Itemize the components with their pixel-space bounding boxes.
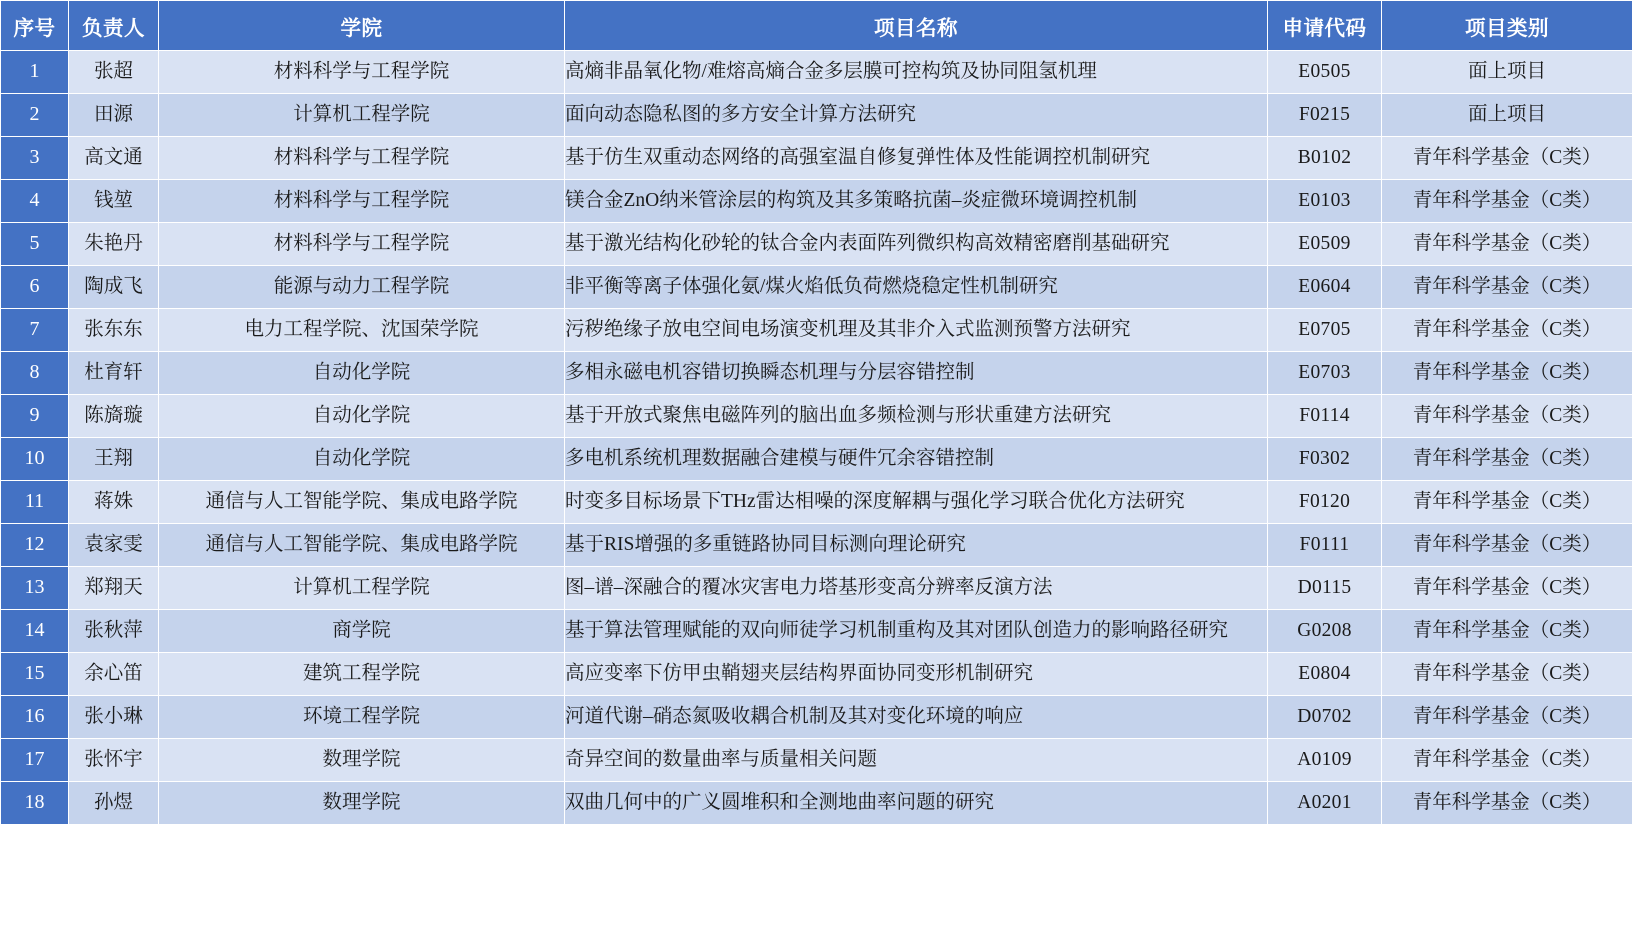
cell-category: 青年科学基金（C类） [1382, 567, 1632, 610]
table-row [1, 137, 1632, 180]
cell-title: 高熵非晶氧化物/难熔高熵合金多层膜可控构筑及协同阻氢机理 [565, 51, 1268, 94]
cell-code: E0505 [1268, 51, 1382, 94]
cell-seq: 8 [1, 352, 69, 395]
cell-pi: 高文通 [69, 137, 159, 180]
cell-pi: 郑翔天 [69, 567, 159, 610]
cell-pi: 孙煜 [69, 782, 159, 825]
cell-college: 电力工程学院、沈国荣学院 [159, 309, 565, 352]
cell-pi: 陶成飞 [69, 266, 159, 309]
cell-category: 青年科学基金（C类） [1382, 223, 1632, 266]
cell-title: 双曲几何中的广义圆堆积和全测地曲率问题的研究 [565, 782, 1268, 825]
table-row [1, 782, 1632, 825]
cell-category: 青年科学基金（C类） [1382, 653, 1632, 696]
cell-pi: 袁家雯 [69, 524, 159, 567]
cell-seq: 15 [1, 653, 69, 696]
cell-college: 数理学院 [159, 739, 565, 782]
cell-title: 基于开放式聚焦电磁阵列的脑出血多频检测与形状重建方法研究 [565, 395, 1268, 438]
column-header-college: 学院 [159, 1, 565, 51]
cell-category: 面上项目 [1382, 51, 1632, 94]
cell-title: 污秽绝缘子放电空间电场演变机理及其非介入式监测预警方法研究 [565, 309, 1268, 352]
table-row [1, 567, 1632, 610]
cell-title: 时变多目标场景下THz雷达相噪的深度解耦与强化学习联合优化方法研究 [565, 481, 1268, 524]
cell-seq: 2 [1, 94, 69, 137]
table-header [1, 1, 1632, 51]
cell-pi: 钱堃 [69, 180, 159, 223]
cell-college: 商学院 [159, 610, 565, 653]
cell-seq: 1 [1, 51, 69, 94]
table-row [1, 309, 1632, 352]
cell-code: A0201 [1268, 782, 1382, 825]
column-header-category: 项目类别 [1382, 1, 1632, 51]
table-row [1, 223, 1632, 266]
cell-college: 材料科学与工程学院 [159, 223, 565, 266]
cell-title: 非平衡等离子体强化氨/煤火焰低负荷燃烧稳定性机制研究 [565, 266, 1268, 309]
cell-college: 材料科学与工程学院 [159, 180, 565, 223]
cell-seq: 11 [1, 481, 69, 524]
column-header-seq: 序号 [1, 1, 69, 51]
cell-code: E0604 [1268, 266, 1382, 309]
cell-college: 计算机工程学院 [159, 567, 565, 610]
cell-title: 基于算法管理赋能的双向师徒学习机制重构及其对团队创造力的影响路径研究 [565, 610, 1268, 653]
cell-seq: 17 [1, 739, 69, 782]
cell-code: F0302 [1268, 438, 1382, 481]
cell-category: 青年科学基金（C类） [1382, 309, 1632, 352]
cell-title: 多电机系统机理数据融合建模与硬件冗余容错控制 [565, 438, 1268, 481]
cell-seq: 10 [1, 438, 69, 481]
cell-code: E0703 [1268, 352, 1382, 395]
cell-seq: 4 [1, 180, 69, 223]
cell-pi: 陈旖璇 [69, 395, 159, 438]
cell-title: 奇异空间的数量曲率与质量相关问题 [565, 739, 1268, 782]
column-header-title: 项目名称 [565, 1, 1268, 51]
table-row [1, 94, 1632, 137]
cell-pi: 张秋萍 [69, 610, 159, 653]
cell-category: 青年科学基金（C类） [1382, 696, 1632, 739]
table-row [1, 481, 1632, 524]
cell-category: 青年科学基金（C类） [1382, 610, 1632, 653]
cell-pi: 蒋姝 [69, 481, 159, 524]
cell-seq: 3 [1, 137, 69, 180]
cell-seq: 9 [1, 395, 69, 438]
cell-seq: 12 [1, 524, 69, 567]
cell-category: 青年科学基金（C类） [1382, 180, 1632, 223]
cell-code: F0215 [1268, 94, 1382, 137]
cell-college: 自动化学院 [159, 352, 565, 395]
cell-category: 青年科学基金（C类） [1382, 782, 1632, 825]
cell-title: 图–谱–深融合的覆冰灾害电力塔基形变高分辨率反演方法 [565, 567, 1268, 610]
cell-seq: 14 [1, 610, 69, 653]
cell-code: F0111 [1268, 524, 1382, 567]
table-row [1, 653, 1632, 696]
cell-code: G0208 [1268, 610, 1382, 653]
cell-title: 河道代谢–硝态氮吸收耦合机制及其对变化环境的响应 [565, 696, 1268, 739]
cell-title: 镁合金ZnO纳米管涂层的构筑及其多策略抗菌–炎症微环境调控机制 [565, 180, 1268, 223]
cell-seq: 6 [1, 266, 69, 309]
cell-pi: 田源 [69, 94, 159, 137]
cell-pi: 张怀宇 [69, 739, 159, 782]
cell-title: 基于激光结构化砂轮的钛合金内表面阵列微织构高效精密磨削基础研究 [565, 223, 1268, 266]
table-row [1, 266, 1632, 309]
table-row [1, 51, 1632, 94]
cell-title: 多相永磁电机容错切换瞬态机理与分层容错控制 [565, 352, 1268, 395]
cell-title: 基于RIS增强的多重链路协同目标测向理论研究 [565, 524, 1268, 567]
cell-category: 青年科学基金（C类） [1382, 739, 1632, 782]
cell-code: E0509 [1268, 223, 1382, 266]
table-row [1, 352, 1632, 395]
cell-code: E0705 [1268, 309, 1382, 352]
cell-pi: 王翔 [69, 438, 159, 481]
cell-pi: 杜育轩 [69, 352, 159, 395]
cell-code: D0115 [1268, 567, 1382, 610]
cell-code: A0109 [1268, 739, 1382, 782]
cell-code: E0103 [1268, 180, 1382, 223]
column-header-code: 申请代码 [1268, 1, 1382, 51]
cell-pi: 张东东 [69, 309, 159, 352]
table-body [1, 51, 1632, 825]
cell-category: 青年科学基金（C类） [1382, 481, 1632, 524]
cell-college: 环境工程学院 [159, 696, 565, 739]
column-header-pi: 负责人 [69, 1, 159, 51]
table-row [1, 180, 1632, 223]
cell-category: 青年科学基金（C类） [1382, 438, 1632, 481]
cell-college: 数理学院 [159, 782, 565, 825]
cell-seq: 18 [1, 782, 69, 825]
cell-seq: 7 [1, 309, 69, 352]
cell-code: D0702 [1268, 696, 1382, 739]
table-row [1, 696, 1632, 739]
table-row [1, 524, 1632, 567]
cell-seq: 16 [1, 696, 69, 739]
cell-college: 自动化学院 [159, 438, 565, 481]
cell-category: 青年科学基金（C类） [1382, 395, 1632, 438]
cell-code: F0114 [1268, 395, 1382, 438]
cell-college: 能源与动力工程学院 [159, 266, 565, 309]
cell-college: 材料科学与工程学院 [159, 137, 565, 180]
cell-category: 面上项目 [1382, 94, 1632, 137]
cell-seq: 13 [1, 567, 69, 610]
cell-title: 高应变率下仿甲虫鞘翅夹层结构界面协同变形机制研究 [565, 653, 1268, 696]
cell-pi: 朱艳丹 [69, 223, 159, 266]
cell-college: 通信与人工智能学院、集成电路学院 [159, 524, 565, 567]
cell-category: 青年科学基金（C类） [1382, 137, 1632, 180]
cell-college: 材料科学与工程学院 [159, 51, 565, 94]
cell-title: 面向动态隐私图的多方安全计算方法研究 [565, 94, 1268, 137]
cell-seq: 5 [1, 223, 69, 266]
table-row [1, 438, 1632, 481]
table-header-row [1, 1, 1632, 51]
cell-pi: 余心笛 [69, 653, 159, 696]
cell-college: 自动化学院 [159, 395, 565, 438]
cell-code: E0804 [1268, 653, 1382, 696]
cell-pi: 张小琳 [69, 696, 159, 739]
cell-category: 青年科学基金（C类） [1382, 352, 1632, 395]
cell-code: F0120 [1268, 481, 1382, 524]
table-row [1, 739, 1632, 782]
cell-pi: 张超 [69, 51, 159, 94]
cell-title: 基于仿生双重动态网络的高强室温自修复弹性体及性能调控机制研究 [565, 137, 1268, 180]
cell-category: 青年科学基金（C类） [1382, 524, 1632, 567]
cell-code: B0102 [1268, 137, 1382, 180]
table-row [1, 395, 1632, 438]
cell-college: 通信与人工智能学院、集成电路学院 [159, 481, 565, 524]
table-row [1, 610, 1632, 653]
cell-category: 青年科学基金（C类） [1382, 266, 1632, 309]
cell-college: 建筑工程学院 [159, 653, 565, 696]
cell-college: 计算机工程学院 [159, 94, 565, 137]
